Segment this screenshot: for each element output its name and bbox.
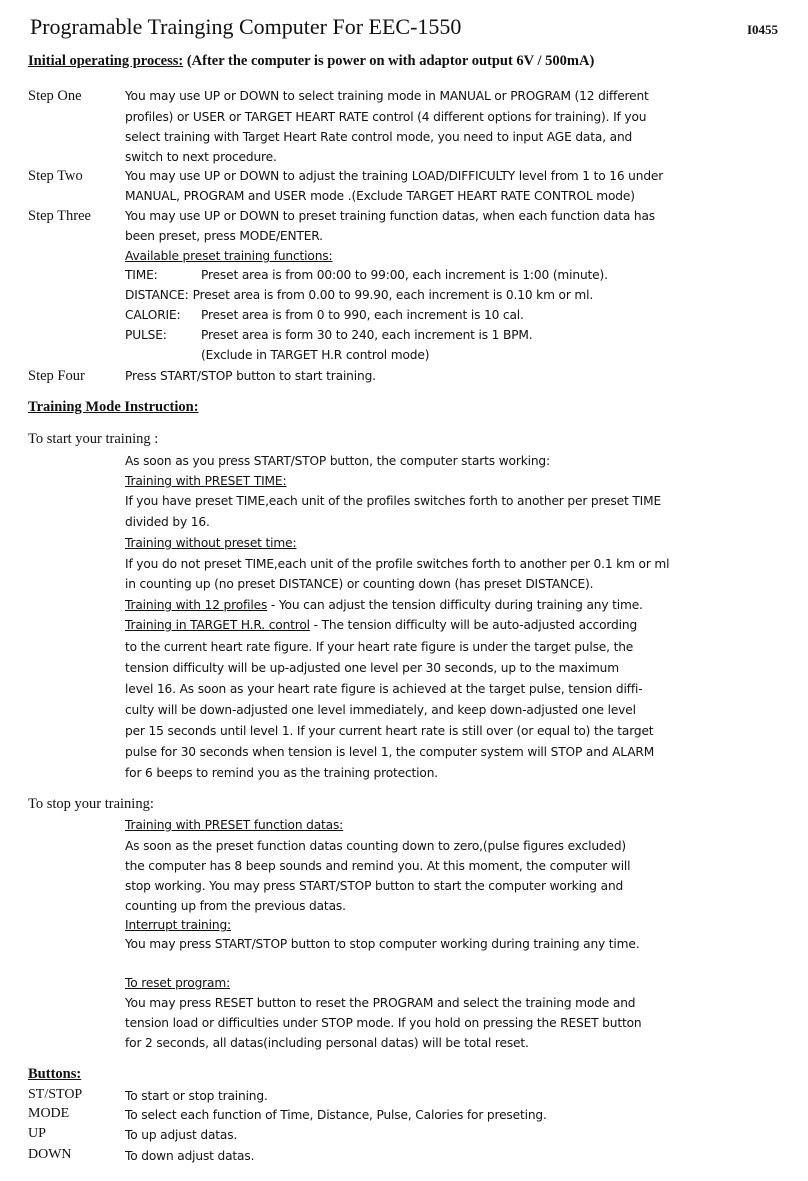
button-desc-mode: To select each function of Time, Distance, Pulse, Calories for preseting. — [125, 1108, 547, 1122]
initial-process-title: Initial operating process: — [28, 53, 184, 69]
button-desc-ststop: To start or stop training. — [125, 1089, 268, 1103]
target-hr-line: tension difficulty will be up-adjusted one level per 30 seconds, up to the maximum — [125, 661, 619, 675]
document-id: I0455 — [746, 22, 778, 37]
step-four-label: Step Four — [28, 368, 85, 384]
step-three-label: Step Three — [28, 208, 91, 224]
buttons-heading: Buttons: — [28, 1066, 82, 1082]
step-one-line: profiles) or USER or TARGET HEART RATE control (4 different options for training). If you — [125, 110, 647, 124]
no-preset-heading: Training without preset time: — [125, 536, 297, 550]
step-three-line: You may use UP or DOWN to preset training function datas, when each function data has — [125, 209, 655, 223]
stop-training-label: To stop your training: — [28, 796, 154, 812]
pulse-note: (Exclude in TARGET H.R control mode) — [201, 348, 430, 362]
preset-function-time — [125, 268, 608, 282]
reset-line: for 2 seconds, all datas(including personal datas) will be total reset. — [125, 1036, 529, 1050]
target-hr-text: - The tension difficulty will be auto-adjusted according — [309, 618, 638, 632]
no-preset-line: If you do not preset TIME,each unit of the profile switches forth to another per 0.1 km or ml — [125, 557, 670, 571]
step-four-line: Press START/STOP button to start training. — [125, 369, 376, 383]
interrupt-text: You may press START/STOP button to stop computer working during training any time. — [125, 937, 640, 951]
reset-line: tension load or difficulties under STOP mode. If you hold on pressing the RESET button — [125, 1016, 642, 1030]
start-training-label: To start your training : — [28, 431, 159, 447]
preset-time-line: If you have preset TIME,each unit of the profiles switches forth to another per preset TIME — [125, 494, 661, 508]
step-two-line: You may use UP or DOWN to adjust the training LOAD/DIFFICULTY level from 1 to 16 under — [125, 169, 664, 183]
target-hr-line — [125, 618, 637, 632]
step-one-line: switch to next procedure. — [125, 150, 277, 164]
training-mode-heading: Training Mode Instruction: — [28, 399, 199, 415]
preset-time-heading: Training with PRESET TIME: — [125, 474, 287, 488]
step-two-label: Step Two — [28, 168, 83, 184]
reset-line: You may press RESET button to reset the PROGRAM and select the training mode and — [125, 996, 636, 1010]
preset-time-line: divided by 16. — [125, 515, 210, 529]
preset-functions-heading: Available preset training functions: — [125, 249, 333, 263]
profiles-text: - You can adjust the tension difficulty during training any time. — [267, 598, 643, 612]
document-title: Programable Trainging Computer For EEC-1550 — [30, 14, 462, 39]
target-hr-line: level 16. As soon as your heart rate figure is achieved at the target pulse, tension diffi- — [125, 682, 643, 696]
stop-preset-line: As soon as the preset function datas counting down to zero,(pulse figures excluded) — [125, 839, 627, 853]
preset-function-calorie — [125, 308, 524, 322]
button-desc-up: To up adjust datas. — [125, 1128, 238, 1142]
preset-function-desc: Preset area is form 30 to 240, each increment is 1 BPM. — [201, 328, 533, 342]
no-preset-line: in counting up (no preset DISTANCE) or counting down (has preset DISTANCE). — [125, 577, 594, 591]
target-hr-line: pulse for 30 seconds when tension is level 1, the computer system will STOP and ALARM — [125, 745, 655, 759]
interrupt-heading: Interrupt training: — [125, 918, 231, 932]
preset-function-name: CALORIE: — [125, 308, 181, 322]
target-hr-heading: Training in TARGET H.R. control — [125, 618, 310, 632]
step-three-line: been preset, press MODE/ENTER. — [125, 229, 323, 243]
preset-function-desc: Preset area is from 0 to 990, each increment is 10 cal. — [201, 308, 524, 322]
preset-function-desc: Preset area is from 00:00 to 99:00, each increment is 1:00 (minute). — [201, 268, 608, 282]
profiles-heading: Training with 12 profiles — [125, 598, 268, 612]
button-label-down: DOWN — [28, 1147, 72, 1162]
button-label-ststop: ST/STOP — [28, 1087, 83, 1102]
stop-preset-line: counting up from the previous datas. — [125, 899, 346, 913]
stop-preset-line: the computer has 8 beep sounds and remind you. At this moment, the computer will — [125, 859, 631, 873]
preset-function-desc: Preset area is from 0.00 to 99.90, each increment is 0.10 km or ml. — [192, 288, 594, 302]
preset-function-name: DISTANCE: — [125, 288, 189, 302]
target-hr-line: per 15 seconds until level 1. If your current heart rate is still over (or equal to) the target — [125, 724, 654, 738]
preset-function-name: TIME: — [125, 268, 158, 282]
target-hr-line: to the current heart rate figure. If your heart rate figure is under the target pulse, the — [125, 640, 634, 654]
preset-function-distance — [125, 288, 593, 302]
step-two-line: MANUAL, PROGRAM and USER mode .(Exclude TARGET HEART RATE CONTROL mode) — [125, 189, 635, 203]
target-hr-line: culty will be down-adjusted one level immediately, and keep down-adjusted one level — [125, 703, 636, 717]
step-one-line: select training with Target Heart Rate control mode, you need to input AGE data, and — [125, 130, 633, 144]
profiles-line — [125, 598, 643, 612]
initial-process-note: (After the computer is power on with adaptor output 6V / 500mA) — [183, 53, 595, 69]
reset-heading: To reset program: — [125, 976, 231, 990]
preset-function-name: PULSE: — [125, 328, 167, 342]
button-desc-down: To down adjust datas. — [125, 1149, 255, 1163]
start-intro: As soon as you press START/STOP button, the computer starts working: — [125, 454, 550, 468]
initial-process-heading — [28, 53, 594, 70]
stop-preset-heading: Training with PRESET function datas: — [125, 818, 344, 832]
button-label-mode: MODE — [28, 1106, 70, 1121]
stop-preset-line: stop working. You may press START/STOP button to start the computer working and — [125, 879, 624, 893]
step-one-line: You may use UP or DOWN to select training mode in MANUAL or PROGRAM (12 different — [125, 89, 649, 103]
button-label-up: UP — [28, 1126, 46, 1141]
step-one-label: Step One — [28, 88, 82, 104]
preset-function-pulse — [125, 328, 532, 342]
target-hr-line: for 6 beeps to remind you as the training protection. — [125, 766, 439, 780]
